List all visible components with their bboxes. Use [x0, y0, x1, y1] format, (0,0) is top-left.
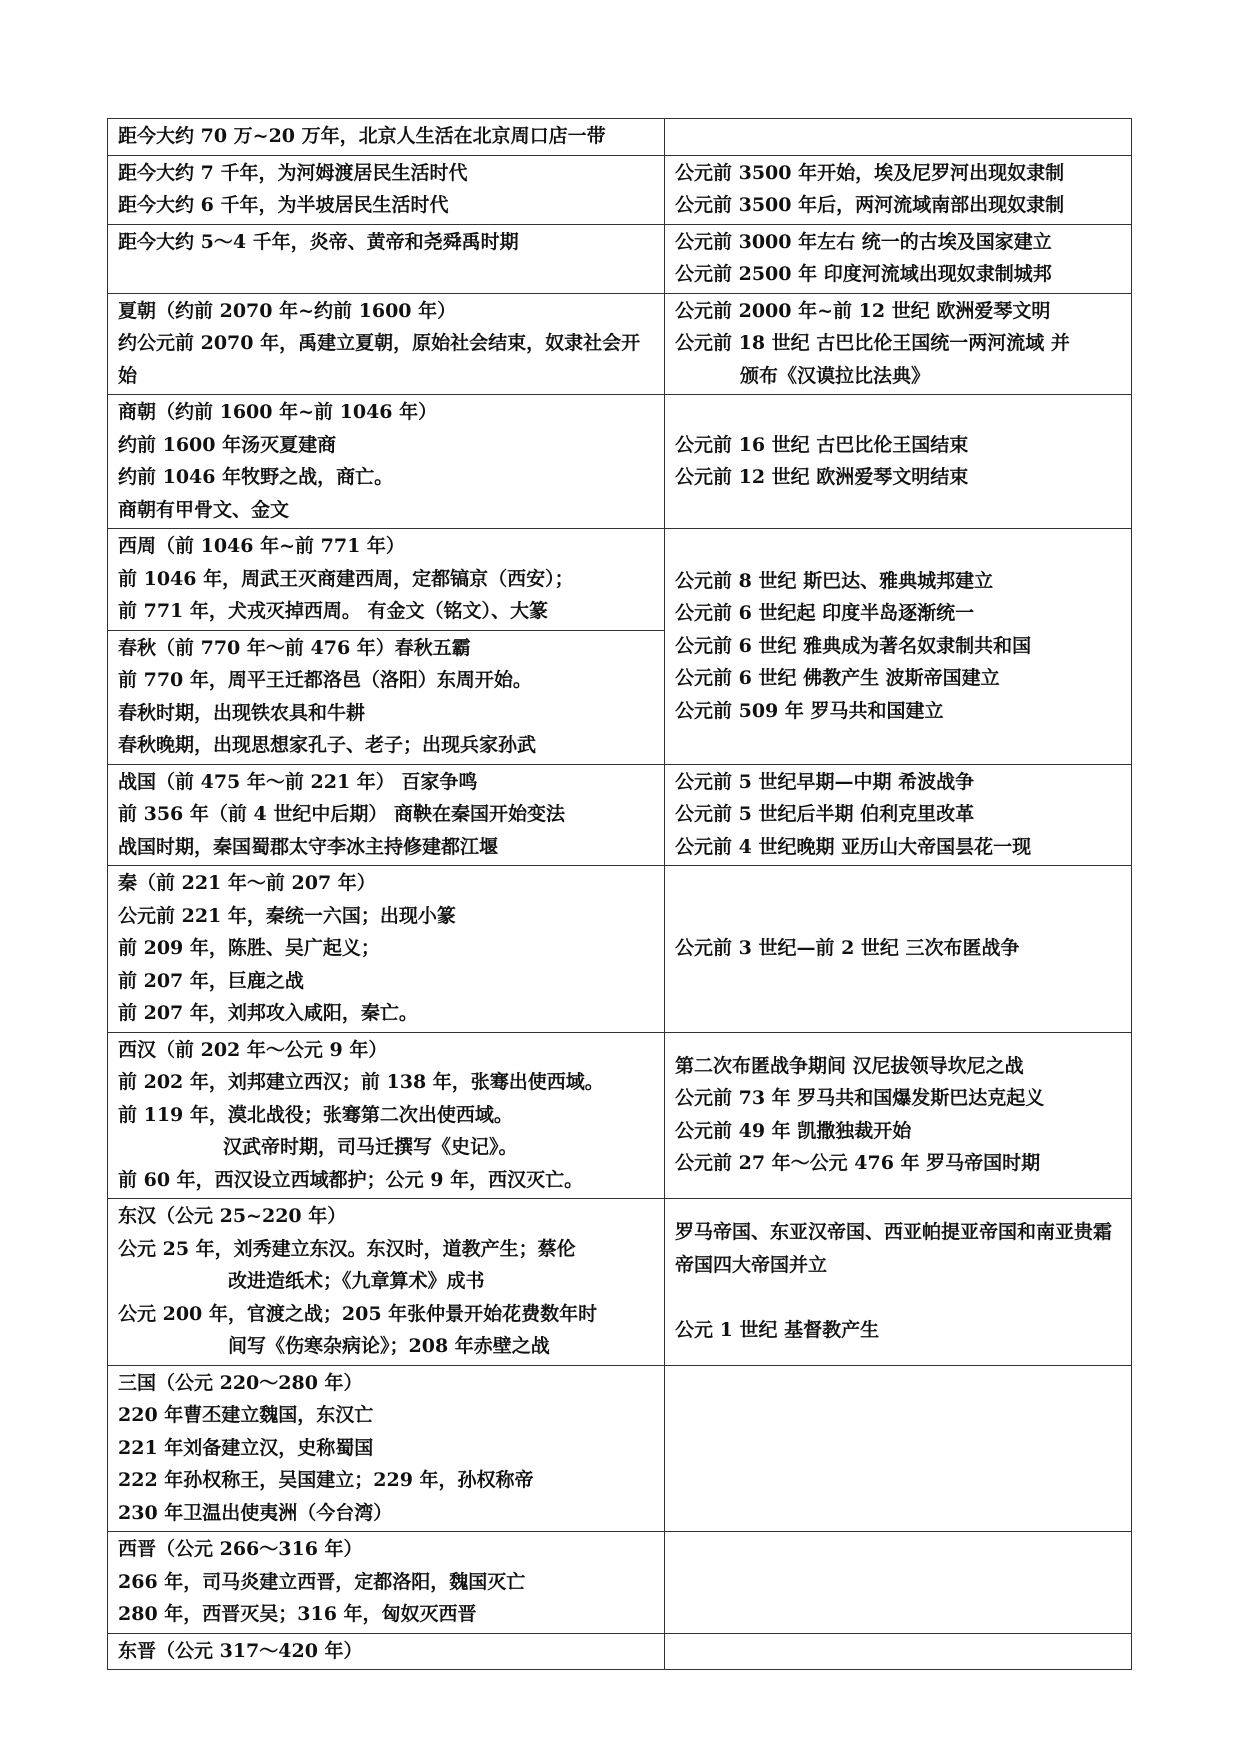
cell-line: 公元前 2000 年~前 12 世纪 欧洲爱琴文明 [675, 299, 1051, 322]
cell-line: 汉武帝时期，司马迁撰写《史记》。 [223, 1136, 518, 1158]
cell-line: 约前 1046 年牧野之战，商亡。 [118, 466, 394, 488]
cell-line: 公元前 18 世纪 古巴比伦王国统一两河流域 并 [675, 332, 1070, 354]
cell-line: 西汉（前 202 年～公元 9 年） [118, 1038, 388, 1061]
table-row [108, 293, 1132, 395]
cell-line: 东汉（公元 25~220 年） [118, 1205, 347, 1227]
cell-line: 公元前 3500 年后，两河流域南部出现奴隶制 [675, 194, 1065, 216]
cell-line: 266 年，司马炎建立西晋，定都洛阳，魏国灭亡 [118, 1570, 526, 1593]
china-cell [108, 1633, 665, 1670]
world-cell [665, 224, 1132, 293]
cell-line: 前 202 年，刘邦建立西汉；前 138 年，张骞出使西域。 [118, 1071, 604, 1093]
cell-line: 前 207 年，刘邦攻入咸阳，秦亡。 [118, 1002, 418, 1024]
table-row [108, 764, 1132, 866]
cell-line: 公元前 4 世纪晚期 亚历山大帝国昙花一现 [675, 835, 1032, 858]
world-cell [665, 293, 1132, 395]
cell-line: 公元 200 年，官渡之战；205 年张仲景开始花费数年时 [118, 1302, 598, 1325]
world-cell [665, 764, 1132, 866]
china-cell [108, 1532, 665, 1634]
cell-line: 前 207 年，巨鹿之战 [118, 969, 304, 992]
table-row [108, 1532, 1132, 1634]
cell-line: 间写《伤寒杂病论》；208 年赤壁之战 [228, 1335, 550, 1357]
cell-line: 前 356 年（前 4 世纪中后期） 商鞅在秦国开始变法 [118, 803, 565, 825]
cell-line: 前 770 年，周平王迁都洛邑（洛阳）东周开始。 [118, 669, 532, 691]
world-cell [665, 119, 1132, 156]
cell-line: 改进造纸术；《九章算术》成书 [228, 1270, 485, 1292]
table-row [108, 395, 1132, 529]
world-cell [665, 1032, 1132, 1199]
cell-line: 约前 1600 年汤灭夏建商 [118, 433, 337, 456]
cell-line: 前 1046 年，周武王灭商建西周，定都镐京（西安）； [118, 567, 574, 590]
cell-line: 280 年，西晋灭吴；316 年，匈奴灭西晋 [118, 1603, 477, 1625]
cell-line: 战国（前 475 年～前 221 年） 百家争鸣 [118, 770, 478, 793]
cell-line: 西周（前 1046 年~前 771 年） [118, 535, 405, 557]
cell-line: 公元前 12 世纪 欧洲爱琴文明结束 [675, 466, 969, 488]
table-row [108, 119, 1132, 156]
world-cell [665, 529, 1132, 765]
cell-line: 西晋（公元 266～316 年） [118, 1538, 363, 1560]
cell-line: 商朝有甲骨文、金文 [118, 498, 290, 521]
world-cell [665, 1365, 1132, 1532]
china-cell [108, 529, 665, 631]
world-cell [665, 1633, 1132, 1670]
world-cell [665, 1532, 1132, 1634]
cell-line: 战国时期，秦国蜀郡太守李冰主持修建都江堰 [118, 835, 499, 858]
cell-line: 公元前 3000 年左右 统一的古埃及国家建立 [675, 230, 1052, 253]
cell-line: 距今大约 70 万~20 万年，北京人生活在北京周口店一带 [118, 125, 606, 147]
cell-line: 公元前 2500 年 印度河流域出现奴隶制城邦 [675, 263, 1052, 285]
china-cell [108, 293, 665, 395]
cell-line: 公元前 6 世纪起 印度半岛逐渐统一 [675, 602, 975, 624]
cell-line: 春秋（前 770 年～前 476 年）春秋五霸 [118, 636, 471, 659]
cell-line: 公元前 3 世纪—前 2 世纪 三次布匿战争 [675, 937, 1020, 959]
cell-line: 公元前 73 年 罗马共和国爆发斯巴达克起义 [675, 1087, 1045, 1110]
cell-line: 230 年卫温出使夷洲（今台湾） [118, 1501, 393, 1524]
cell-line: 前 60 年，西汉设立西域都护；公元 9 年，西汉灭亡。 [118, 1168, 584, 1191]
cell-line: 公元 1 世纪 基督教产生 [675, 1318, 880, 1341]
cell-line [675, 1281, 1123, 1314]
cell-line: 春秋晚期，出现思想家孔子、老子；出现兵家孙武 [118, 734, 537, 756]
cell-line: 公元前 5 世纪早期—中期 希波战争 [675, 770, 975, 793]
china-cell [108, 119, 665, 156]
china-cell [108, 866, 665, 1033]
cell-line: 公元前 16 世纪 古巴比伦王国结束 [675, 433, 969, 456]
china-cell [108, 1365, 665, 1532]
china-cell [108, 630, 665, 764]
cell-line: 公元前 5 世纪后半期 伯利克里改革 [675, 803, 975, 825]
table-row [108, 529, 1132, 631]
cell-line: 221 年刘备建立汉，史称蜀国 [118, 1436, 374, 1459]
table-row [108, 1199, 1132, 1366]
cell-line: 公元前 509 年 罗马共和国建立 [675, 699, 944, 722]
cell-line: 罗马帝国、东亚汉帝国、西亚帕提亚帝国和南亚贵霜帝国四大帝国并立 [675, 1221, 1113, 1276]
table-row [108, 224, 1132, 293]
table-row [108, 866, 1132, 1033]
cell-line: 距今大约 6 千年，为半坡居民生活时代 [118, 194, 449, 216]
history-timeline-table [107, 118, 1132, 1670]
cell-line: 公元前 6 世纪 佛教产生 波斯帝国建立 [675, 667, 1000, 689]
cell-line: 秦（前 221 年～前 207 年） [118, 872, 376, 894]
cell-line: 公元前 49 年 凯撒独裁开始 [675, 1119, 912, 1142]
cell-line: 距今大约 7 千年，为河姆渡居民生活时代 [118, 161, 468, 184]
china-cell [108, 764, 665, 866]
cell-line: 距今大约 5～4 千年，炎帝、黄帝和尧舜禹时期 [118, 230, 519, 253]
cell-line: 公元前 6 世纪 雅典成为著名奴隶制共和国 [675, 634, 1032, 657]
table-row [108, 1633, 1132, 1670]
cell-line: 夏朝（约前 2070 年~约前 1600 年） [118, 299, 457, 322]
world-cell [665, 395, 1132, 529]
cell-line: 222 年孙权称王，吴国建立；229 年，孙权称帝 [118, 1469, 534, 1491]
cell-line: 三国（公元 220～280 年） [118, 1371, 363, 1394]
cell-line: 公元前 27 年～公元 476 年 罗马帝国时期 [675, 1152, 1041, 1175]
china-cell [108, 395, 665, 529]
cell-line: 公元前 221 年，秦统一六国；出现小篆 [118, 904, 456, 927]
world-cell [665, 1199, 1132, 1366]
cell-line: 前 209 年，陈胜、吴广起义； [118, 937, 380, 959]
china-cell [108, 1199, 665, 1366]
cell-line: 公元 25 年，刘秀建立东汉。东汉时，道教产生；蔡伦 [118, 1237, 576, 1260]
world-cell [665, 866, 1132, 1033]
china-cell [108, 1032, 665, 1199]
cell-line: 约公元前 2070 年，禹建立夏朝，原始社会结束，奴隶社会开始 [118, 332, 641, 387]
china-cell [108, 155, 665, 224]
china-cell [108, 224, 665, 293]
cell-line: 商朝（约前 1600 年~前 1046 年） [118, 401, 438, 423]
cell-line: 第二次布匿战争期间 汉尼拔领导坎尼之战 [675, 1054, 1024, 1077]
table-row [108, 155, 1132, 224]
table-row [108, 1365, 1132, 1532]
cell-line: 前 119 年，漠北战役；张骞第二次出使西域。 [118, 1103, 513, 1126]
cell-line: 春秋时期，出现铁农具和牛耕 [118, 701, 366, 724]
table-row [108, 1032, 1132, 1199]
cell-line: 前 771 年，犬戎灭掉西周。 有金文（铭文）、大篆 [118, 600, 549, 622]
cell-line: 颁布《汉谟拉比法典》 [740, 364, 931, 387]
cell-line: 220 年曹丕建立魏国，东汉亡 [118, 1404, 374, 1426]
world-cell [665, 155, 1132, 224]
cell-line: 公元前 8 世纪 斯巴达、雅典城邦建立 [675, 569, 994, 592]
cell-line: 公元前 3500 年开始，埃及尼罗河出现奴隶制 [675, 161, 1065, 184]
cell-line: 东晋（公元 317～420 年） [118, 1639, 363, 1662]
